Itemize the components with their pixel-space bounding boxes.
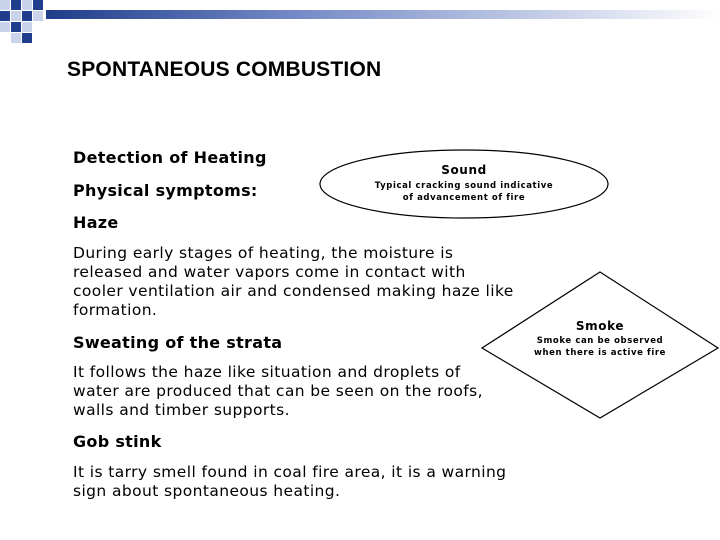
haze-heading: Haze [73,213,119,232]
sweating-line: water are produced that can be seen on the roofs, [73,382,483,400]
sound-callout-title: Sound [441,163,487,177]
sweating-paragraph [73,363,483,420]
sound-callout-line: Typical cracking sound indicative [374,181,554,191]
gob-stink-line: sign about spontaneous heating. [73,482,341,500]
corner-pattern-decoration [0,0,720,60]
haze-line: During early stages of heating, the moisture is [73,244,454,262]
detection-heading: Detection of Heating [73,148,267,167]
smoke-callout-title: Smoke [575,319,625,333]
sound-callout-line: of advancement of fire [402,193,526,203]
smoke-callout-text [520,335,680,359]
smoke-callout-line: Smoke can be observed [536,336,664,346]
sweating-heading: Sweating of the strata [73,333,283,352]
sound-callout-text [318,180,610,204]
gob-stink-line: It is tarry smell found in coal fire area, it is a warning [73,463,507,481]
slide-title: SPONTANEOUS COMBUSTION [67,58,382,81]
haze-line: cooler ventilation air and condensed making haze like [73,282,514,300]
haze-line: released and water vapors come in contact with [73,263,466,281]
gob-stink-heading: Gob stink [73,432,162,451]
sweating-line: It follows the haze like situation and droplets of [73,363,461,381]
haze-paragraph [73,244,514,320]
physical-symptoms-heading: Physical symptoms: [73,181,258,200]
gob-stink-paragraph [73,463,506,501]
sweating-line: walls and timber supports. [73,401,290,419]
haze-line: formation. [73,301,158,319]
smoke-callout-line: when there is active fire [534,348,666,358]
